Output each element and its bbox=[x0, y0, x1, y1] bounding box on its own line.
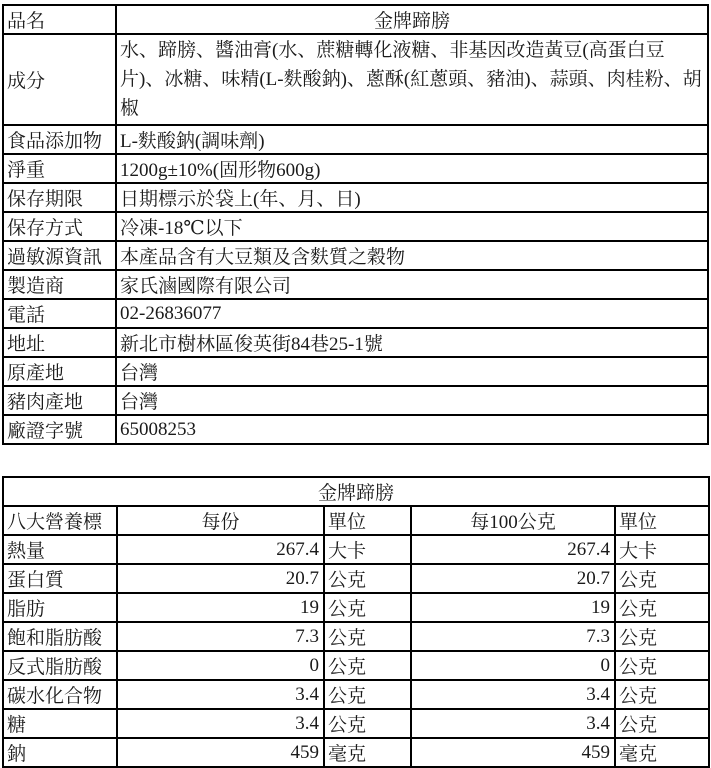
value-per-100g: 3.4 bbox=[411, 709, 615, 738]
unit-per-serving: 毫克 bbox=[324, 738, 411, 767]
spec-row bbox=[3, 299, 708, 328]
nutrition-header-unit-per-100g: 單位 bbox=[615, 506, 709, 535]
nutrition-row bbox=[3, 564, 709, 593]
nutrition-body bbox=[3, 477, 709, 767]
value-per-serving: 267.4 bbox=[117, 535, 324, 564]
spec-label: 淨重 bbox=[3, 154, 116, 183]
value-per-100g: 3.4 bbox=[411, 680, 615, 709]
spec-label: 製造商 bbox=[3, 270, 116, 299]
spec-row bbox=[3, 415, 708, 444]
spec-label: 原產地 bbox=[3, 357, 116, 386]
nutrition-header-per-serving: 每份 bbox=[117, 506, 324, 535]
nutrient-name: 碳水化合物 bbox=[3, 680, 117, 709]
nutrient-name: 蛋白質 bbox=[3, 564, 117, 593]
nutrition-row bbox=[3, 651, 709, 680]
value-per-serving: 19 bbox=[117, 593, 324, 622]
spec-value: 新北市樹林區俊英街84巷25-1號 bbox=[116, 328, 708, 357]
spec-value: 本產品含有大豆類及含麩質之穀物 bbox=[116, 241, 708, 270]
product-spec-body bbox=[3, 5, 708, 444]
spec-label: 電話 bbox=[3, 299, 116, 328]
nutrient-name: 鈉 bbox=[3, 738, 117, 767]
spec-row bbox=[3, 386, 708, 415]
value-per-100g: 20.7 bbox=[411, 564, 615, 593]
spec-row bbox=[3, 270, 708, 299]
nutrition-table-title: 金牌蹄膀 bbox=[3, 477, 709, 506]
spec-value: 1200g±10%(固形物600g) bbox=[116, 154, 708, 183]
spec-value: 65008253 bbox=[116, 415, 708, 444]
value-per-serving: 3.4 bbox=[117, 709, 324, 738]
spec-row bbox=[3, 328, 708, 357]
spec-value: 02-26836077 bbox=[116, 299, 708, 328]
spec-label: 保存方式 bbox=[3, 212, 116, 241]
spec-label: 成分 bbox=[3, 34, 116, 125]
spec-label: 品名 bbox=[3, 5, 116, 34]
nutrient-name: 熱量 bbox=[3, 535, 117, 564]
nutrition-row bbox=[3, 709, 709, 738]
nutrient-name: 反式脂肪酸 bbox=[3, 651, 117, 680]
unit-per-serving: 大卡 bbox=[324, 535, 411, 564]
unit-per-100g: 公克 bbox=[615, 651, 709, 680]
spec-row bbox=[3, 241, 708, 270]
spec-value: L-麩酸鈉(調味劑) bbox=[116, 125, 708, 154]
spec-row bbox=[3, 125, 708, 154]
spec-row bbox=[3, 357, 708, 386]
spec-value: 家氏滷國際有限公司 bbox=[116, 270, 708, 299]
spec-row bbox=[3, 183, 708, 212]
value-per-100g: 7.3 bbox=[411, 622, 615, 651]
value-per-serving: 459 bbox=[117, 738, 324, 767]
unit-per-serving: 公克 bbox=[324, 680, 411, 709]
nutrition-header-per-100g: 每100公克 bbox=[411, 506, 615, 535]
spec-label: 豬肉產地 bbox=[3, 386, 116, 415]
spec-row bbox=[3, 34, 708, 125]
value-per-100g: 459 bbox=[411, 738, 615, 767]
nutrition-row bbox=[3, 680, 709, 709]
nutrient-name: 脂肪 bbox=[3, 593, 117, 622]
nutrition-row bbox=[3, 738, 709, 767]
nutrient-name: 飽和脂肪酸 bbox=[3, 622, 117, 651]
spec-value: 台灣 bbox=[116, 386, 708, 415]
unit-per-serving: 公克 bbox=[324, 651, 411, 680]
spec-value: 金牌蹄膀 bbox=[116, 5, 708, 34]
unit-per-100g: 公克 bbox=[615, 593, 709, 622]
spec-row bbox=[3, 5, 708, 34]
spec-label: 食品添加物 bbox=[3, 125, 116, 154]
unit-per-100g: 毫克 bbox=[615, 738, 709, 767]
nutrition-row bbox=[3, 535, 709, 564]
unit-per-100g: 公克 bbox=[615, 680, 709, 709]
unit-per-100g: 大卡 bbox=[615, 535, 709, 564]
unit-per-100g: 公克 bbox=[615, 622, 709, 651]
value-per-serving: 20.7 bbox=[117, 564, 324, 593]
nutrient-name: 糖 bbox=[3, 709, 117, 738]
value-per-100g: 0 bbox=[411, 651, 615, 680]
spec-label: 廠證字號 bbox=[3, 415, 116, 444]
value-per-100g: 19 bbox=[411, 593, 615, 622]
value-per-serving: 0 bbox=[117, 651, 324, 680]
nutrition-title-row bbox=[3, 477, 709, 506]
value-per-serving: 3.4 bbox=[117, 680, 324, 709]
value-per-serving: 7.3 bbox=[117, 622, 324, 651]
unit-per-serving: 公克 bbox=[324, 564, 411, 593]
unit-per-100g: 公克 bbox=[615, 709, 709, 738]
spec-value: 日期標示於袋上(年、月、日) bbox=[116, 183, 708, 212]
spec-value: 冷凍-18℃以下 bbox=[116, 212, 708, 241]
unit-per-serving: 公克 bbox=[324, 622, 411, 651]
product-spec-table bbox=[2, 4, 709, 445]
spec-value: 台灣 bbox=[116, 357, 708, 386]
spec-value: 水、蹄膀、醬油膏(水、蔗糖轉化液糖、非基因改造黃豆(高蛋白豆片)、冰糖、味精(L-麩酸鈉)、蔥酥(紅蔥頭、豬油)、蒜頭、肉桂粉、胡椒 bbox=[116, 34, 708, 125]
spec-label: 保存期限 bbox=[3, 183, 116, 212]
nutrition-header-nutrient: 八大營養標 bbox=[3, 506, 117, 535]
unit-per-serving: 公克 bbox=[324, 709, 411, 738]
nutrition-facts-table bbox=[2, 476, 710, 768]
spec-row bbox=[3, 154, 708, 183]
spec-row bbox=[3, 212, 708, 241]
nutrition-header-row bbox=[3, 506, 709, 535]
spec-label: 過敏源資訊 bbox=[3, 241, 116, 270]
value-per-100g: 267.4 bbox=[411, 535, 615, 564]
spec-label: 地址 bbox=[3, 328, 116, 357]
nutrition-row bbox=[3, 622, 709, 651]
nutrition-header-unit-per-serving: 單位 bbox=[324, 506, 411, 535]
nutrition-row bbox=[3, 593, 709, 622]
unit-per-serving: 公克 bbox=[324, 593, 411, 622]
unit-per-100g: 公克 bbox=[615, 564, 709, 593]
